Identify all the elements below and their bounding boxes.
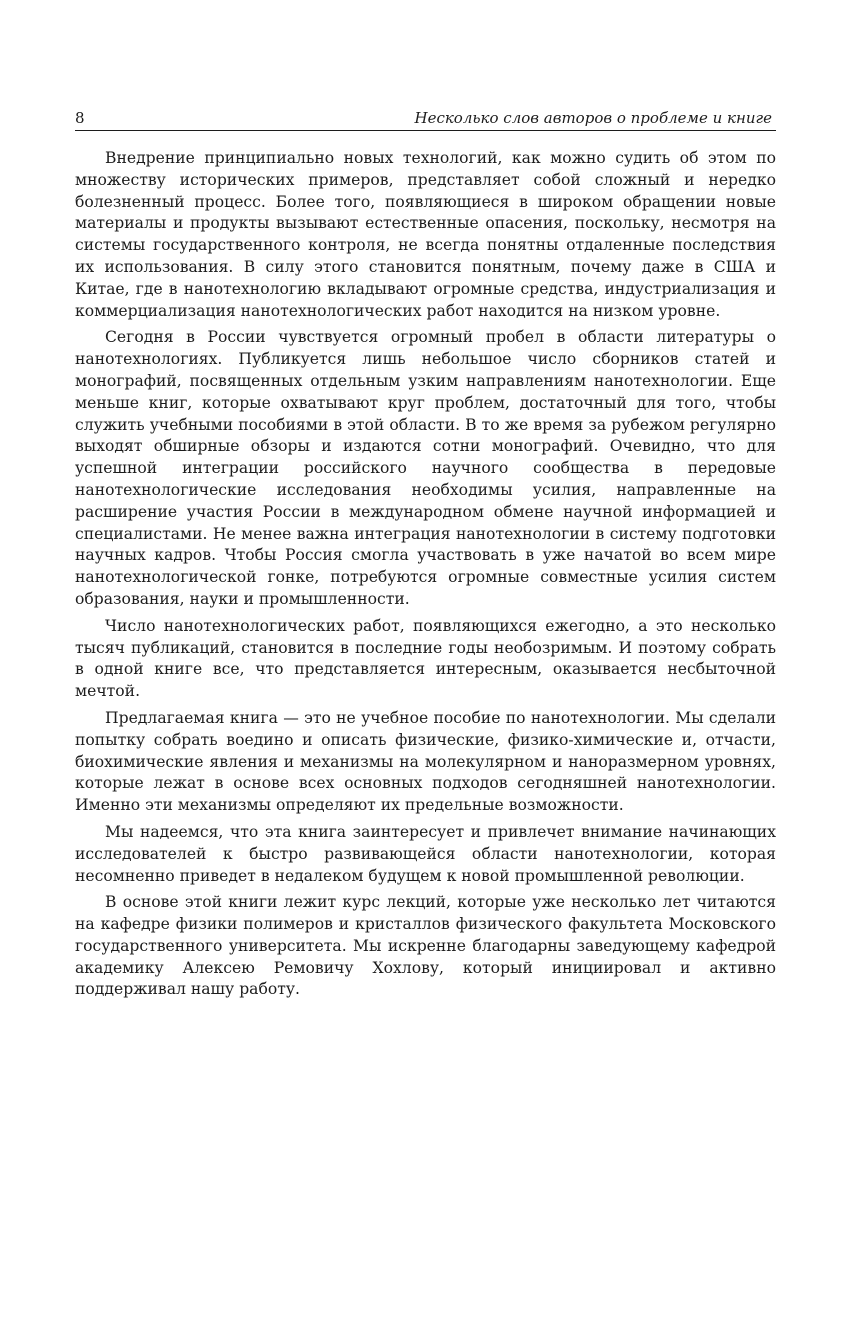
running-header [75, 104, 776, 131]
paragraph-5: Мы надеемся, что эта книга заинтересует и привлечет внимание начинающих исследователей к быстро развивающейся области нанотехнологии, которая несомненно приведет в недалеком будущем к новой промышленной революции. [75, 822, 776, 885]
body-text [75, 148, 776, 1006]
paragraph-6: В основе этой книги лежит курс лекций, которые уже несколько лет читаются на кафедре физики полимеров и кристаллов физического факультета Московского государственного университета. Мы искренне благодарны заведующему кафедрой академику Алексею Ремовичу Хохлову, который инициировал и активно поддерживал нашу работу. [75, 893, 776, 999]
paragraph-2: Сегодня в России чувствуется огромный пробел в области литературы о нанотехнологиях. Публикуется лишь небольшое число сборников статей и монографий, посвященных отдельным узким направлениям нанотехнологии. Еще меньше книг, которые охватывают круг проблем, достаточный для того, чтобы служить учебными пособиями в этой области. В то же время за рубежом регулярно выходят обширные обзоры и издаются сотни монографий. Очевидно, что для успешной интеграции российского научного сообщества в передовые нанотехнологические исследования необходимы усилия, направленные на расширение участия России в международном обмене научной информацией и специалистами. Не менее важна интеграция нанотехнологии в систему подготовки научных кадров. Чтобы Россия смогла участвовать в уже начатой во всем мире нанотехнологической гонке, потребуются огромные совместные усилия систем образования, науки и промышленности. [75, 328, 776, 608]
page-number: 8 [75, 109, 85, 127]
paragraph-3: Число нанотехнологических работ, появляющихся ежегодно, а это несколько тысяч публикаций, становится в последние годы необозримым. И поэтому собрать в одной книге все, что представляется интересным, оказывается несбыточной мечтой. [75, 616, 776, 701]
running-title: Несколько слов авторов о проблеме и книге [414, 109, 772, 127]
paragraph-4: Предлагаемая книга — это не учебное пособие по нанотехнологии. Мы сделали попытку собрать воедино и описать физические, физико-химические и, отчасти, биохимические явления и механизмы на молекулярном и наноразмерном уровнях, которые лежат в основе всех основных подходов сегодняшней нанотехнологии. Именно эти механизмы определяют их предельные возможности. [75, 708, 776, 815]
paragraph-1: Внедрение принципиально новых технологий, как можно судить об этом по множеству исторических примеров, представляет собой сложный и нередко болезненный процесс. Более того, появляющиеся в широком обращении новые материалы и продукты вызывают естественные опасения, поскольку, несмотря на системы государственного контроля, не всегда понятны отдаленные последствия их использования. В силу этого становится понятным, почему даже в США и Китае, где в нанотехнологию вкладывают огромные средства, индустриализация и коммерциализация нанотехнологических работ находится на низком уровне. [75, 149, 776, 320]
